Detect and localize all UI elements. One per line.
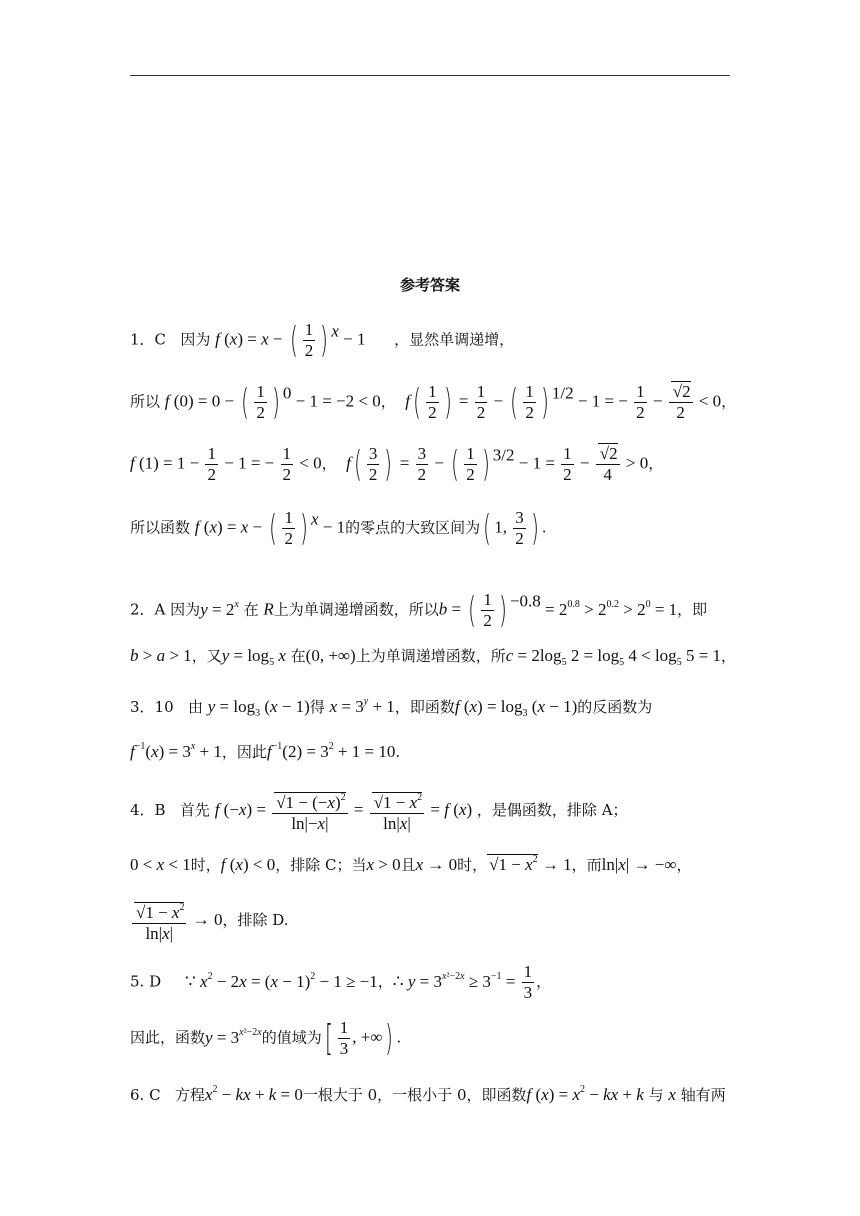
answer-2-text-h: ， — [721, 647, 737, 665]
answer-1-intro: 因为 — [180, 330, 211, 349]
answer-5-line-1: 5. D ∵ $x^2 - 2x = (x - 1)^2 - 1 \ge -1$，∴ $y = 3^{x^2-2x} \ge 3^{-1}$ = $\frac{1}{3}$ ， — [130, 962, 552, 1002]
answer-2-text-c: 上为单调递增函数，所以 — [273, 600, 439, 619]
answer-6-label: 6. C — [130, 1086, 161, 1104]
answer-5-text-a: 因此，函数 — [130, 1028, 206, 1047]
answer-4-text-b: ，是偶函数，排除 A； — [476, 801, 628, 819]
answer-2-text-d: ，即 — [677, 600, 708, 619]
answer-6-text-c: 与 — [648, 1086, 664, 1104]
answer-1-line-1: 1．C 因为 f (x) = x − ( $\frac{1}{2}$ ) $^x$ − 1 ，显然单调递增， — [130, 319, 515, 361]
answer-2-line-2: b > a > 1，又$y = \log_5 x$ 在(0, +∞)上为单调递增函数，所$c = 2\log_5$ $2 = \log_5 4 < \log_5 5 = 1$， — [130, 646, 737, 668]
answer-2-text-e: ，又 — [191, 647, 222, 665]
answer-4-text-e: 且 — [400, 856, 416, 874]
answer-2-line-1: 2．A 因为$y = 2^x$ 在 R上为单调递增函数，所以b = ( $\frac{1}{2}$ ) $^{-0.8} = 2^{0.8} > 2^{0.2} > 2^0 = 1$，即 — [130, 589, 708, 631]
answer-6-text-a: 方程 — [174, 1086, 205, 1104]
answer-5-label: 5. D — [130, 972, 162, 991]
answer-2-label: 2．A — [130, 600, 166, 619]
answer-4-text-f: 时， — [457, 856, 488, 874]
answer-1-line-3: f (1) = 1 − $\frac{1}{2}$ − 1 = − $\frac{1}{2}$ < 0， f( $\frac{3}{2}$ ) = $\frac{3}{2}$ − ( $\frac{1}{2}$ ) $^{3/2}$ − 1 = $\frac{1}{2}$ − $\frac{√2}{4}$ > 0， — [130, 443, 664, 485]
answer-1-note: ，显然单调递增， — [394, 330, 515, 349]
answer-2-text-g: 上为单调递增函数，所 — [355, 647, 506, 665]
answer-6-line-1: 6. C 方程$x^2$ − kx + k = 0一根大于 0，一根小于 0，即函数f $(x) = x^2$ − kx + k 与 x 轴有两 — [130, 1084, 726, 1104]
answer-3-text-e: ，因此 — [221, 743, 267, 761]
answer-3-label: 3．10 — [130, 698, 174, 716]
answer-1-label: 1．C — [130, 330, 167, 349]
answer-4-line-3: $\frac{√1 - x^2}{\ln|x|}$ → 0，排除 D. — [130, 898, 289, 944]
answer-4-text-a: 首先 — [179, 801, 210, 819]
answer-3-line-2: $f^{-1}(x) = 3^x + 1$，因此$f^{-1}(2) = 3^2 + 1 = 10$. — [130, 741, 401, 761]
answer-4-text-g: ，而 — [571, 856, 602, 874]
answer-3-text-d: 的反函数为 — [577, 698, 653, 716]
answer-5-text-b: 的值域为 — [261, 1028, 322, 1047]
page-title: 参考答案 — [399, 276, 460, 294]
answer-1-conclusion-suffix: 的零点的大致区间为 — [345, 518, 481, 537]
header-rule — [130, 75, 730, 76]
answer-5-line-2: 因此，函数$y = 3^{x^2-2x}$的值域为[ $\frac{1}{3}$ , +∞) . — [130, 1017, 402, 1059]
answer-4-label: 4．B — [130, 801, 166, 819]
answer-1-so: 所以 — [130, 392, 161, 411]
answer-2-text-b: 在 — [243, 600, 259, 619]
answer-2-text-f: 在 — [290, 647, 306, 665]
answer-4-text-h: ，排除 D. — [222, 911, 289, 929]
answer-6-text-b: 一根大于 0，一根小于 0，即函数 — [302, 1086, 527, 1104]
answer-3-text-c: ，即函数 — [394, 698, 455, 716]
answer-1-line-2: 所以 f (0) = 0 − ( $\frac{1}{2}$ ) $^0$ − 1 = −2 < 0， f( $\frac{1}{2}$ ) = $\frac{1}{2}$ − ( $\frac{1}{2}$ ) $^{1/2}$ − 1 = − $\frac{1}{2}$ − $\frac{√2}{2}$ < 0， — [130, 381, 737, 423]
answer-4-text-c: 时， — [190, 856, 221, 874]
answer-3-text-b: 得 — [309, 698, 325, 716]
answer-4-line-2: 0 < x < 1时，f (x) < 0，排除 C；当x > 0且x → 0时， $√1 - x^2 \to 1$，而ln|x| → −∞， — [130, 854, 692, 874]
answer-1-conclusion-prefix: 所以函数 — [130, 518, 191, 537]
answer-3-line-1: 3．10 由 $y = \log_3 (x - 1)$得 $x = 3^y + 1$，即函数f $(x) = \log_3 (x - 1)$的反函数为 — [130, 696, 653, 719]
answer-6-text-d: 轴有两 — [680, 1086, 726, 1104]
answer-3-text-a: 由 — [187, 698, 203, 716]
answer-4-text-d: ，排除 C；当 — [275, 856, 367, 874]
answer-4-line-1: 4．B 首先 f (−x) = $\frac{√1 - (-x)^2}{\ln|-x|}$ = $\frac{√1 - x^2}{\ln|x|}$ = f (x) ，是偶函数，排除 A； — [130, 788, 628, 834]
answer-2-text-a: 因为 — [170, 600, 201, 619]
answer-1-line-4: 所以函数 f (x) = x − ( $\frac{1}{2}$ ) $^x$ − 1的零点的大致区间为( 1, $\frac{3}{2}$ ) . — [130, 507, 547, 549]
